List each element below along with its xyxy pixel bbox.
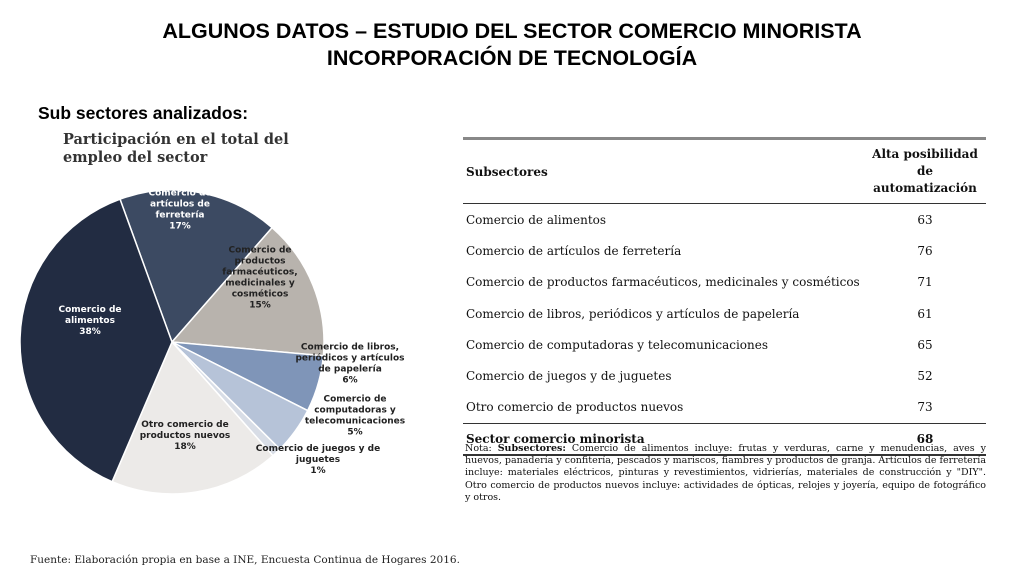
row-subsector: Comercio de productos farmacéuticos, medicinales y cosméticos: [466, 275, 860, 290]
row-subsector: Comercio de artículos de ferretería: [466, 243, 682, 258]
table-row: [463, 267, 986, 298]
note-bold: Subsectores:: [497, 443, 566, 454]
table-row: [463, 329, 986, 360]
header-alta-posibilidad: [864, 140, 986, 203]
note-text: Comercio de alimentos incluye: frutas y verduras, carne y menudencias, aves y huevos, panadería y confitería, pescados y mariscos, fiambres y productos de granja. Artículos de ferretería incluye: materiales eléctricos, pinturas y revestimientos, vidrierías, materiales de construcción y "DIY". Otro comercio de productos nuevos incluye: actividades de ópticas, relojes y joyería, equipo de fotográfico y otros.: [465, 443, 986, 503]
pie-slice-value: 38%: [79, 327, 101, 337]
pie-slice-label-line: farmacéuticos,: [222, 267, 298, 278]
pie-slice-label-line: medicinales y: [225, 278, 295, 289]
pie-slice-label-line: Comercio de juegos y de: [255, 444, 381, 454]
row-value: 71: [917, 275, 933, 290]
table-row: [463, 360, 986, 391]
pie-slice-label-line: juguetes: [295, 455, 341, 465]
pie-slice-label-line: Comercio de: [323, 394, 387, 405]
row-value: 63: [917, 212, 933, 227]
total-label: Sector comercio minorista: [466, 432, 645, 447]
pie-slice-label: [305, 395, 405, 438]
header-right-line-1: Alta posibilidad: [872, 147, 978, 161]
table-note: [465, 443, 986, 504]
table-row: [463, 204, 986, 235]
total-value: 68: [916, 432, 934, 447]
header-subsectores: Subsectores: [466, 164, 548, 179]
pie-slice-label-line: Comercio de: [228, 245, 292, 256]
automation-table: [463, 137, 986, 456]
table-body: [463, 204, 986, 423]
pie-slice-label-line: alimentos: [65, 316, 115, 326]
pie-slice-value: 15%: [249, 300, 271, 311]
pie-slice-value: 18%: [174, 442, 196, 452]
pie-slice-label-line: periódicos y artículos: [295, 353, 405, 364]
row-value: 73: [917, 400, 933, 415]
pie-slice-value: 17%: [169, 221, 191, 232]
pie-slice-label-line: de papelería: [318, 364, 382, 375]
pie-slice-label-line: Comercio de: [148, 188, 212, 199]
pie-slice-value: 6%: [342, 375, 358, 386]
pie-slice-label-line: ferretería: [155, 210, 205, 221]
note-prefix: Nota:: [465, 443, 498, 454]
pie-slice-label-line: artículos de: [150, 199, 210, 210]
pie-slice-label-line: cosméticos: [231, 289, 289, 300]
section-subtitle: Sub sectores analizados:: [38, 103, 249, 123]
pie-slice-label-line: Comercio de libros,: [300, 342, 400, 353]
row-value: 61: [917, 306, 933, 321]
pie-slice-label-line: productos nuevos: [139, 431, 231, 441]
pie-slice-label-line: productos: [234, 256, 286, 267]
table-header-row: [463, 140, 986, 203]
title-line-1: ALGUNOS DATOS – ESTUDIO DEL SECTOR COMERCIO MINORISTA: [162, 19, 862, 43]
pie-slice-label-line: Otro comercio de: [141, 420, 229, 430]
row-value: 65: [917, 337, 933, 352]
header-right-line-2: de automatización: [873, 164, 977, 195]
pie-slice-label: [256, 444, 380, 476]
row-subsector: Comercio de juegos y de juguetes: [466, 369, 672, 384]
row-value: 76: [917, 243, 933, 258]
pie-slice-value: 1%: [310, 466, 326, 476]
table-row: [463, 392, 986, 423]
source-note: Fuente: Elaboración propia en base a INE, Encuesta Continua de Hogares 2016.: [30, 554, 460, 566]
row-subsector: Otro comercio de productos nuevos: [466, 400, 684, 415]
table-row: [463, 298, 986, 329]
pie-slice-label-line: computadoras y: [314, 405, 396, 416]
row-subsector: Comercio de alimentos: [466, 212, 607, 227]
row-subsector: Comercio de computadoras y telecomunicaciones: [466, 337, 769, 352]
row-subsector: Comercio de libros, periódicos y artículos de papelería: [466, 306, 800, 321]
pie-slice-value: 5%: [347, 427, 363, 438]
pie-slice-label-line: telecomunicaciones: [304, 416, 406, 427]
pie-slice-label-line: Comercio de: [58, 305, 122, 315]
table-row: [463, 235, 986, 266]
title-line-2: INCORPORACIÓN DE TECNOLOGÍA: [326, 46, 698, 70]
chart-title: Participación en el total del empleo del sector: [63, 131, 289, 166]
row-value: 52: [917, 369, 933, 384]
